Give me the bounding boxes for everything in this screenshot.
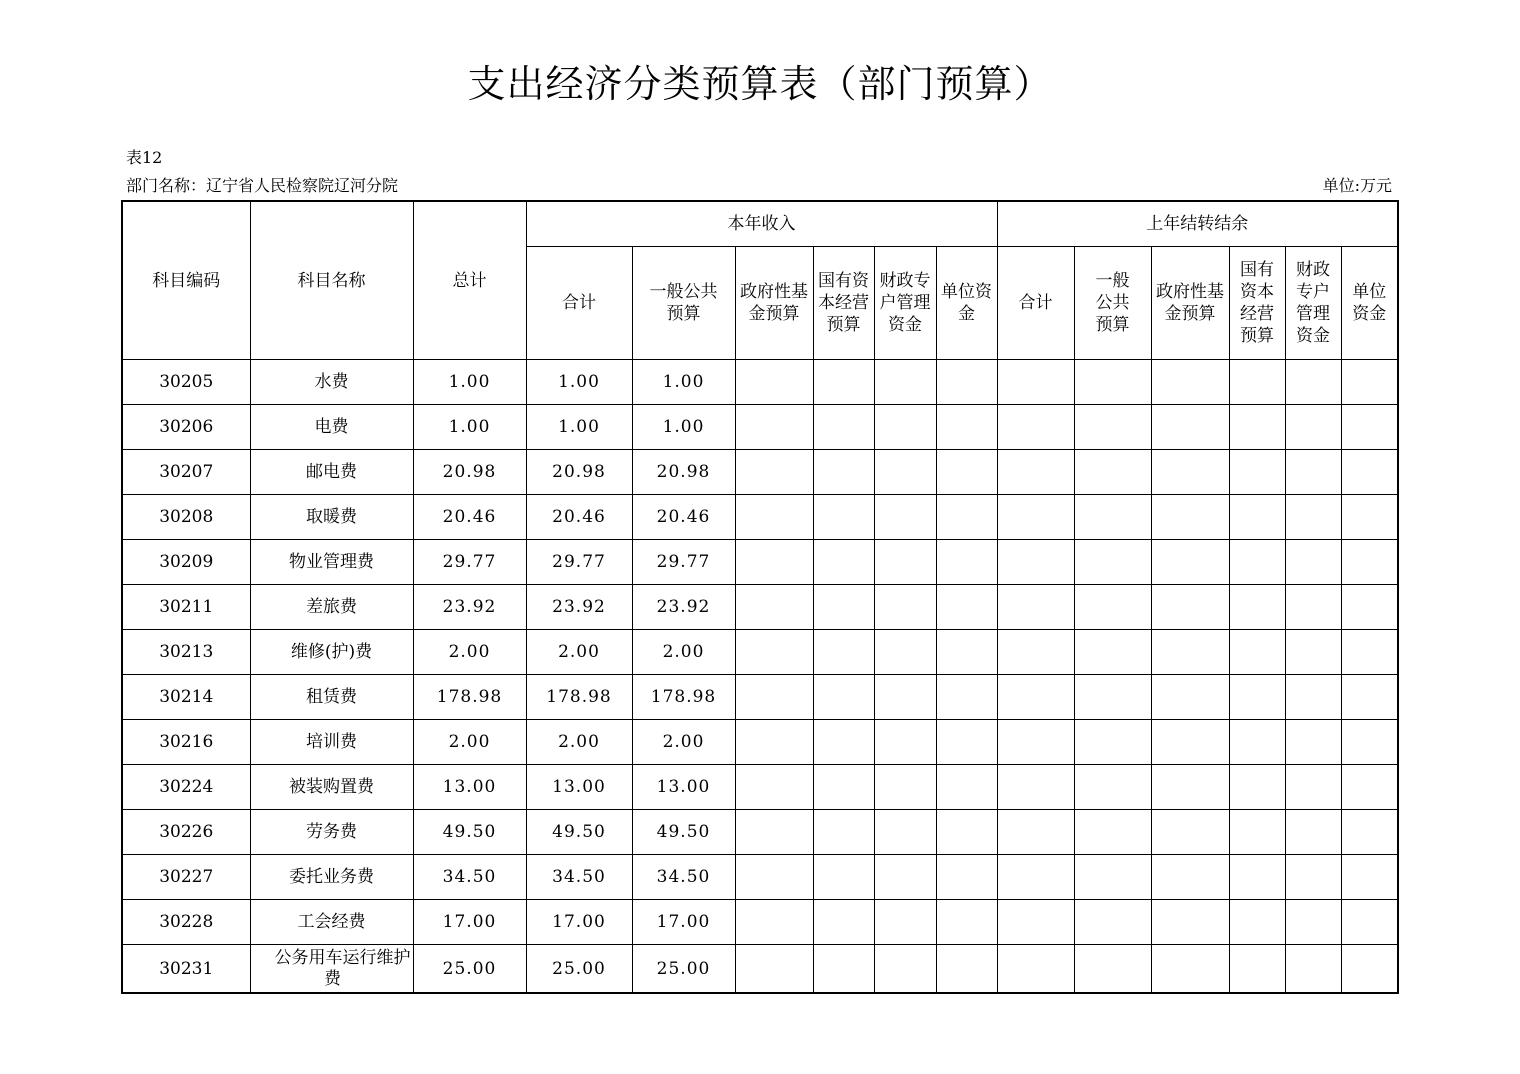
header-cy-general-public: 一般公共预算	[632, 247, 735, 360]
cell-cy-general-public: 17.00	[632, 900, 735, 945]
cell-cy-general-public: 20.46	[632, 495, 735, 540]
cell-cy-subtotal: 2.00	[526, 630, 632, 675]
cell-cy-general-public: 2.00	[632, 720, 735, 765]
cell-cy-general-public: 25.00	[632, 945, 735, 994]
table-row	[122, 450, 1398, 495]
cell-cy-subtotal: 25.00	[526, 945, 632, 994]
unit-label: 单位:万元	[1322, 176, 1392, 195]
cell-cy-subtotal: 1.00	[526, 405, 632, 450]
table-row	[122, 900, 1398, 945]
cell-name: 电费	[250, 405, 413, 450]
header-cy-unit-funds: 单位资金	[936, 247, 997, 360]
table-row	[122, 405, 1398, 450]
cell-code: 30211	[122, 585, 250, 630]
header-current-year-income: 本年收入	[526, 201, 997, 247]
cell-name: 取暖费	[250, 495, 413, 540]
cell-cy-subtotal: 20.46	[526, 495, 632, 540]
header-cy-subtotal: 合计	[526, 247, 632, 360]
cell-total: 1.00	[413, 360, 526, 405]
cell-name: 劳务费	[250, 810, 413, 855]
table-row	[122, 360, 1398, 405]
cell-code: 30226	[122, 810, 250, 855]
header-prior-year-carryover: 上年结转结余	[997, 201, 1398, 247]
budget-table	[121, 200, 1399, 994]
header-py-subtotal: 合计	[997, 247, 1074, 360]
cell-name: 邮电费	[250, 450, 413, 495]
cell-cy-subtotal: 20.98	[526, 450, 632, 495]
table-row	[122, 585, 1398, 630]
header-code: 科目编码	[122, 201, 250, 360]
cell-code: 30214	[122, 675, 250, 720]
header-total: 总计	[413, 201, 526, 360]
cell-cy-subtotal: 23.92	[526, 585, 632, 630]
cell-total: 29.77	[413, 540, 526, 585]
cell-cy-subtotal: 178.98	[526, 675, 632, 720]
cell-code: 30208	[122, 495, 250, 540]
cell-total: 25.00	[413, 945, 526, 994]
cell-cy-subtotal: 34.50	[526, 855, 632, 900]
cell-name: 培训费	[250, 720, 413, 765]
cell-total: 34.50	[413, 855, 526, 900]
table-row	[122, 675, 1398, 720]
table-row	[122, 855, 1398, 900]
cell-name: 公务用车运行维护费	[250, 945, 413, 994]
cell-code: 30213	[122, 630, 250, 675]
header-py-state-capital: 国有资本经营预算	[1229, 247, 1285, 360]
cell-code: 30227	[122, 855, 250, 900]
cell-total: 2.00	[413, 720, 526, 765]
cell-cy-general-public: 13.00	[632, 765, 735, 810]
cell-cy-subtotal: 1.00	[526, 360, 632, 405]
cell-cy-general-public: 34.50	[632, 855, 735, 900]
cell-total: 20.98	[413, 450, 526, 495]
cell-code: 30206	[122, 405, 250, 450]
cell-code: 30224	[122, 765, 250, 810]
cell-code: 30209	[122, 540, 250, 585]
cell-total: 17.00	[413, 900, 526, 945]
page-title: 支出经济分类预算表（部门预算）	[467, 62, 1053, 106]
cell-name: 差旅费	[250, 585, 413, 630]
header-cy-gov-fund: 政府性基金预算	[735, 247, 813, 360]
header-cy-state-capital: 国有资本经营预算	[813, 247, 874, 360]
cell-cy-subtotal: 29.77	[526, 540, 632, 585]
cell-total: 13.00	[413, 765, 526, 810]
header-py-unit-funds: 单位资金	[1341, 247, 1398, 360]
cell-name: 委托业务费	[250, 855, 413, 900]
cell-code: 30205	[122, 360, 250, 405]
cell-name: 租赁费	[250, 675, 413, 720]
header-py-fiscal-special: 财政专户管理资金	[1285, 247, 1341, 360]
cell-name: 物业管理费	[250, 540, 413, 585]
cell-code: 30216	[122, 720, 250, 765]
table-row	[122, 720, 1398, 765]
cell-cy-general-public: 49.50	[632, 810, 735, 855]
cell-cy-general-public: 178.98	[632, 675, 735, 720]
cell-cy-subtotal: 2.00	[526, 720, 632, 765]
table-row	[122, 810, 1398, 855]
cell-name: 工会经费	[250, 900, 413, 945]
cell-code: 30207	[122, 450, 250, 495]
header-py-general-public: 一般公共预算	[1074, 247, 1151, 360]
cell-code: 30228	[122, 900, 250, 945]
header-cy-fiscal-special: 财政专户管理资金	[874, 247, 936, 360]
cell-name: 水费	[250, 360, 413, 405]
table-row	[122, 945, 1398, 994]
cell-cy-subtotal: 13.00	[526, 765, 632, 810]
cell-cy-subtotal: 17.00	[526, 900, 632, 945]
table-number: 表12	[126, 148, 163, 167]
cell-cy-general-public: 1.00	[632, 360, 735, 405]
header-name: 科目名称	[250, 201, 413, 360]
cell-cy-general-public: 2.00	[632, 630, 735, 675]
cell-total: 49.50	[413, 810, 526, 855]
cell-total: 178.98	[413, 675, 526, 720]
cell-name: 被装购置费	[250, 765, 413, 810]
department-name: 部门名称：辽宁省人民检察院辽河分院	[126, 176, 399, 195]
cell-total: 20.46	[413, 495, 526, 540]
cell-cy-general-public: 1.00	[632, 405, 735, 450]
cell-cy-general-public: 23.92	[632, 585, 735, 630]
cell-name: 维修(护)费	[250, 630, 413, 675]
cell-cy-subtotal: 49.50	[526, 810, 632, 855]
cell-total: 23.92	[413, 585, 526, 630]
cell-cy-general-public: 29.77	[632, 540, 735, 585]
table-row	[122, 540, 1398, 585]
header-py-gov-fund: 政府性基金预算	[1151, 247, 1229, 360]
cell-cy-general-public: 20.98	[632, 450, 735, 495]
cell-code: 30231	[122, 945, 250, 994]
table-row	[122, 495, 1398, 540]
table-row	[122, 765, 1398, 810]
table-row	[122, 630, 1398, 675]
cell-total: 1.00	[413, 405, 526, 450]
cell-total: 2.00	[413, 630, 526, 675]
